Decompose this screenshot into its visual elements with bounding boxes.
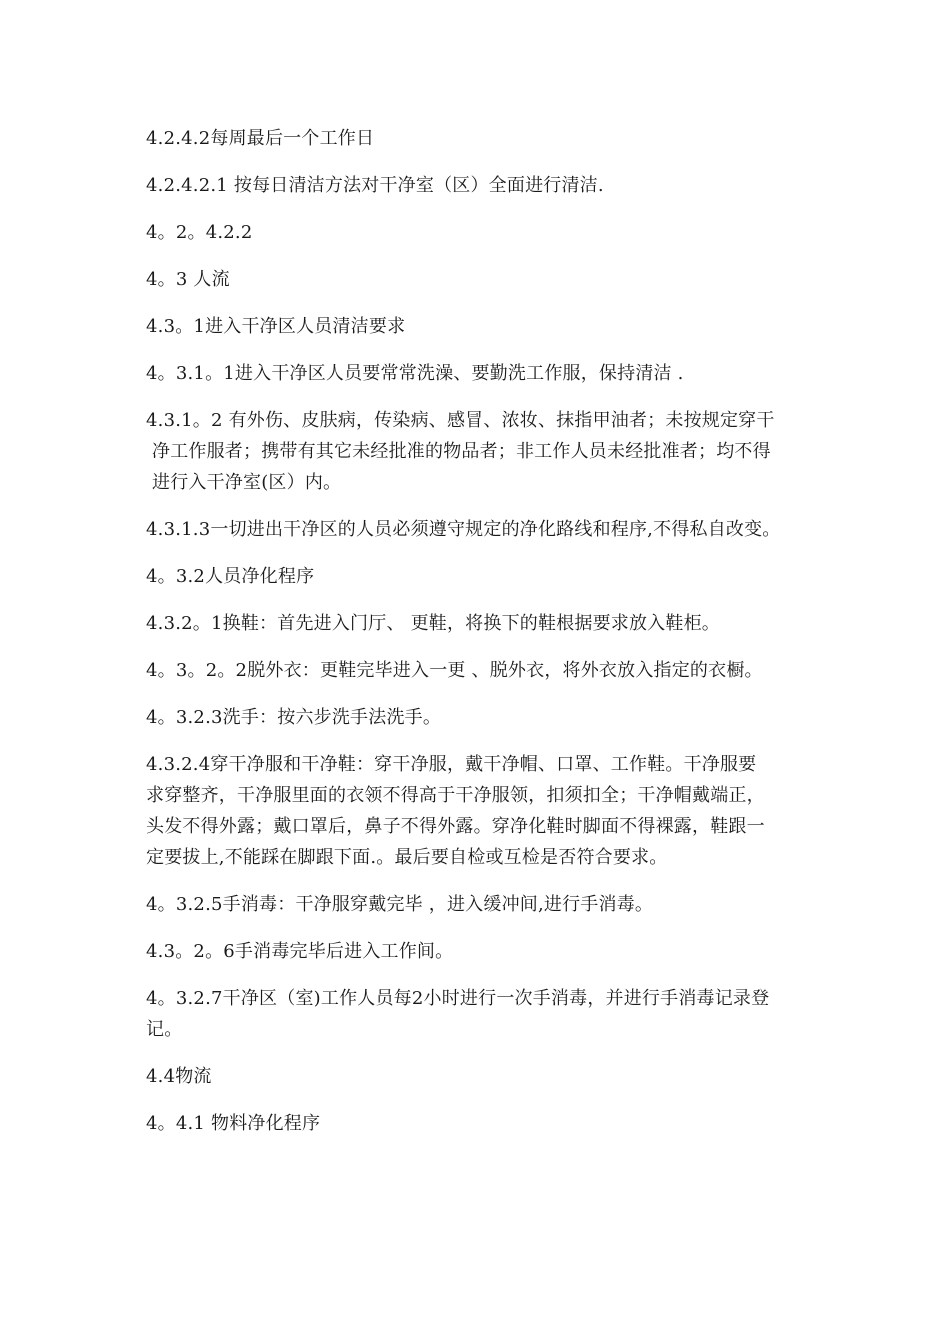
text-line: 4.4物流 — [146, 1066, 212, 1087]
text-line: 4.2.4.2每周最后一个工作日 — [146, 128, 375, 149]
paragraph-4-3-2-7 — [146, 983, 816, 1045]
text-line: 定要拔上,不能踩在脚跟下面.。最后要自检或互检是否符合要求。 — [146, 847, 668, 868]
paragraph-4-3-2-2 — [146, 655, 816, 686]
text-line: 4。3.2.5手消毒：干净服穿戴完毕 ，进入缓冲间,进行手消毒。 — [146, 894, 654, 915]
text-line: 4。4.1 物料净化程序 — [146, 1113, 321, 1134]
paragraph-4-3-1-2 — [146, 405, 816, 498]
text-line: 4。3.1。1进入干净区人员要常常洗澡、要勤洗工作服，保持清洁 . — [146, 363, 684, 384]
text-line: 4.3.2.4穿干净服和干净鞋：穿干净服，戴干净帽、口罩、工作鞋。干净服要 — [146, 754, 757, 775]
text-line: 进行入干净室(区）内。 — [152, 472, 342, 493]
text-line: 4。3.2.3洗手：按六步洗手法洗手。 — [146, 707, 442, 728]
document-page — [146, 123, 816, 1155]
paragraph-4-3-2-4 — [146, 749, 816, 873]
text-line: 求穿整齐，干净服里面的衣领不得高于干净服领，扣须扣全；干净帽戴端正， — [146, 785, 765, 806]
paragraph-4-2-4-2-1 — [146, 170, 816, 201]
paragraph-4-3-1-3 — [146, 514, 816, 545]
paragraph-4-2-4-2-2 — [146, 217, 816, 248]
text-line: 4.3。1进入干净区人员清洁要求 — [146, 316, 406, 337]
paragraph-4-2-4-2 — [146, 123, 816, 154]
text-line: 4.3.2。1换鞋：首先进入门厅、 更鞋，将换下的鞋根据要求放入鞋柜。 — [146, 613, 720, 634]
text-line: 4。3。2。2脱外衣：更鞋完毕进入一更 、脱外衣，将外衣放入指定的衣橱。 — [146, 660, 763, 681]
paragraph-4-3-2 — [146, 561, 816, 592]
section-heading-4-4 — [146, 1061, 816, 1092]
paragraph-4-4-1 — [146, 1108, 816, 1139]
text-line: 4.3.1.3一切进出干净区的人员必须遵守规定的净化路线和程序,不得私自改变。 — [146, 519, 781, 540]
paragraph-4-3-2-1 — [146, 608, 816, 639]
text-line: 4.2.4.2.1 按每日清洁方法对干净室（区）全面进行清洁. — [146, 175, 604, 196]
text-line: 4。3.2.7干净区（室)工作人员每2小时进行一次手消毒，并进行手消毒记录登 — [146, 988, 770, 1009]
text-line: 4。2。4.2.2 — [146, 222, 253, 243]
text-line: 净工作服者；携带有其它未经批准的物品者；非工作人员未经批准者；均不得 — [152, 441, 771, 462]
text-line: 4。3.2人员净化程序 — [146, 566, 315, 587]
text-line: 记。 — [146, 1019, 183, 1040]
paragraph-4-3-2-6 — [146, 936, 816, 967]
text-line: 头发不得外露；戴口罩后，鼻子不得外露。穿净化鞋时脚面不得裸露，鞋跟一 — [146, 816, 765, 837]
text-line: 4.3.1。2 有外伤、皮肤病，传染病、感冒、浓妆、抹指甲油者；未按规定穿干 — [146, 410, 775, 431]
section-heading-4-3 — [146, 264, 816, 295]
text-line: 4.3。2。6手消毒完毕后进入工作间。 — [146, 941, 454, 962]
text-line: 4。3 人流 — [146, 269, 230, 290]
paragraph-4-3-1 — [146, 311, 816, 342]
paragraph-4-3-1-1 — [146, 358, 816, 389]
paragraph-4-3-2-5 — [146, 889, 816, 920]
paragraph-4-3-2-3 — [146, 702, 816, 733]
